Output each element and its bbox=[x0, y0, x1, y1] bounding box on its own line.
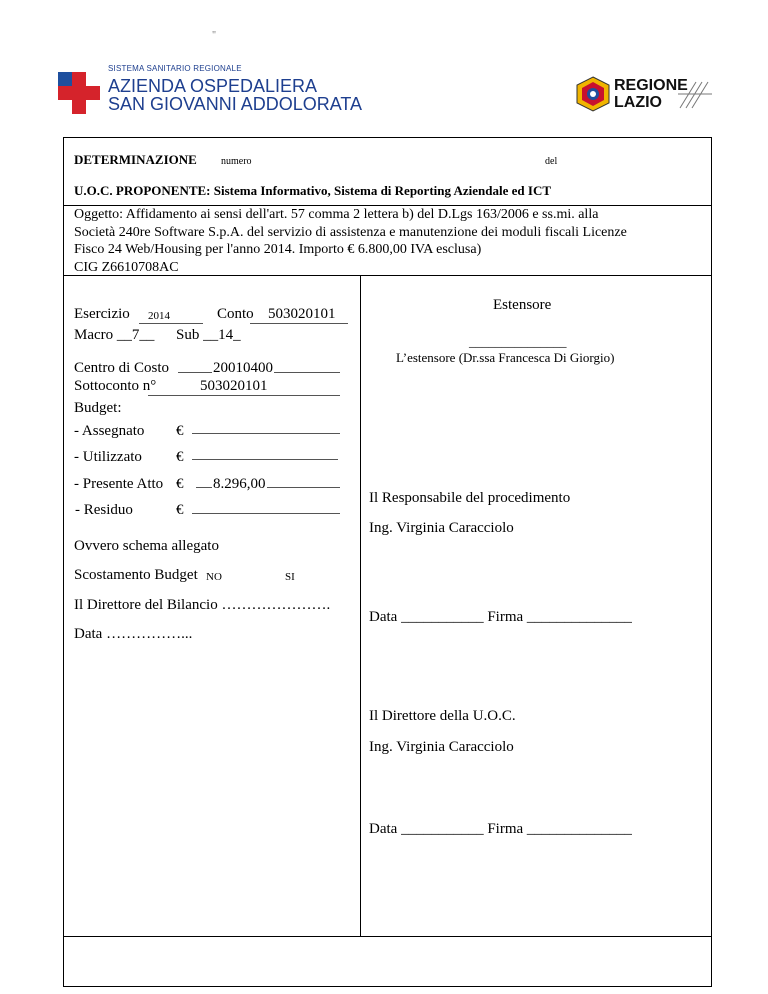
centro-costo-label: Centro di Costo bbox=[74, 360, 170, 376]
presente-atto-euro: € bbox=[176, 476, 184, 492]
esercizio-value: 2014 bbox=[148, 310, 170, 322]
assegnato-label: - Assegnato bbox=[74, 423, 145, 439]
direttore-uoc-data-firma: Data ___________ Firma ______________ bbox=[369, 821, 632, 837]
residuo-label: - Residuo bbox=[75, 502, 133, 518]
assegnato-underline bbox=[192, 433, 340, 434]
scostamento-si: SI bbox=[285, 571, 295, 583]
utilizzato-underline bbox=[192, 459, 338, 460]
sottoconto-label: Sottoconto n° bbox=[74, 378, 157, 394]
responsabile-name: Ing. Virginia Caracciolo bbox=[369, 520, 514, 536]
determinazione-label: DETERMINAZIONE bbox=[74, 152, 197, 167]
estensore-heading: Estensore bbox=[493, 297, 552, 313]
assegnato-euro: € bbox=[176, 423, 184, 439]
divider-columns bbox=[360, 275, 361, 936]
sottoconto-underline bbox=[148, 395, 340, 396]
frame-right bbox=[711, 137, 712, 987]
frame-top bbox=[63, 137, 712, 138]
del-label: del bbox=[545, 156, 558, 167]
estensore-name: L’estensore (Dr.ssa Francesca Di Giorgio) bbox=[396, 350, 615, 365]
ovvero-schema: Ovvero schema allegato bbox=[74, 538, 219, 554]
region-name-line1: REGIONE bbox=[614, 77, 688, 94]
budget-label: Budget: bbox=[74, 400, 122, 416]
esercizio-underline bbox=[139, 323, 203, 324]
macro-field: Macro __7__ bbox=[74, 327, 155, 343]
utilizzato-euro: € bbox=[176, 449, 184, 465]
uoc-proponente: U.O.C. PROPONENTE: Sistema Informativo, Sistema di Reporting Aziendale ed ICT bbox=[74, 183, 552, 198]
residuo-euro: € bbox=[176, 502, 184, 518]
estensore-signature-line: _______________ bbox=[469, 334, 567, 349]
esercizio-label: Esercizio bbox=[74, 306, 130, 322]
oggetto-block bbox=[74, 206, 704, 276]
direttore-uoc-name: Ing. Virginia Caracciolo bbox=[369, 739, 514, 755]
scostamento-label: Scostamento Budget bbox=[74, 567, 198, 583]
org-name-line2: SAN GIOVANNI ADDOLORATA bbox=[108, 94, 363, 114]
direttore-bilancio: Il Direttore del Bilancio …………………. bbox=[74, 597, 331, 613]
oggetto-line-4: CIG Z6610708AC bbox=[74, 259, 179, 275]
divider-footer bbox=[63, 936, 712, 937]
org-small-label: SISTEMA SANITARIO REGIONALE bbox=[108, 64, 242, 73]
frame-left bbox=[63, 137, 64, 987]
org-name-line1: AZIENDA OSPEDALIERA bbox=[108, 76, 318, 96]
top-mark: " bbox=[212, 30, 217, 41]
residuo-underline bbox=[192, 513, 340, 514]
sub-field: Sub __14_ bbox=[176, 327, 241, 343]
frame-bottom bbox=[63, 986, 712, 987]
conto-label: Conto bbox=[217, 306, 254, 322]
sottoconto-value: 503020101 bbox=[200, 378, 268, 394]
oggetto-line-1: Oggetto: Affidamento ai sensi dell'art. 57 comma 2 lettera b) del D.Lgs 163/2006 e ss.mi. alla bbox=[74, 207, 599, 222]
utilizzato-label: - Utilizzato bbox=[74, 449, 142, 465]
direttore-uoc-heading: Il Direttore della U.O.C. bbox=[369, 708, 516, 724]
responsabile-data-firma: Data ___________ Firma ______________ bbox=[369, 609, 632, 625]
conto-value: 503020101 bbox=[268, 306, 336, 322]
region-name-line2: LAZIO bbox=[614, 94, 662, 111]
centro-costo-value: 20010400 bbox=[213, 360, 273, 376]
conto-underline bbox=[250, 323, 348, 324]
presente-atto-value: 8.296,00 bbox=[213, 476, 266, 492]
oggetto-line-2: Società 240re Software S.p.A. del servizio di assistenza e manutenzione dei moduli fiscali Licenze bbox=[74, 224, 627, 240]
oggetto-line-3: Fisco 24 Web/Housing per l'anno 2014. Importo € 6.800,00 IVA esclusa) bbox=[74, 242, 482, 257]
red-cross-icon bbox=[58, 72, 100, 114]
responsabile-heading: Il Responsabile del procedimento bbox=[369, 490, 571, 506]
scostamento-no: NO bbox=[206, 571, 222, 583]
regione-lazio-emblem-icon bbox=[574, 76, 612, 112]
numero-label: numero bbox=[221, 156, 252, 167]
bilancio-data: Data ……………... bbox=[74, 626, 193, 642]
region-stripes-icon bbox=[678, 80, 712, 110]
presente-atto-label: - Presente Atto bbox=[74, 476, 164, 492]
